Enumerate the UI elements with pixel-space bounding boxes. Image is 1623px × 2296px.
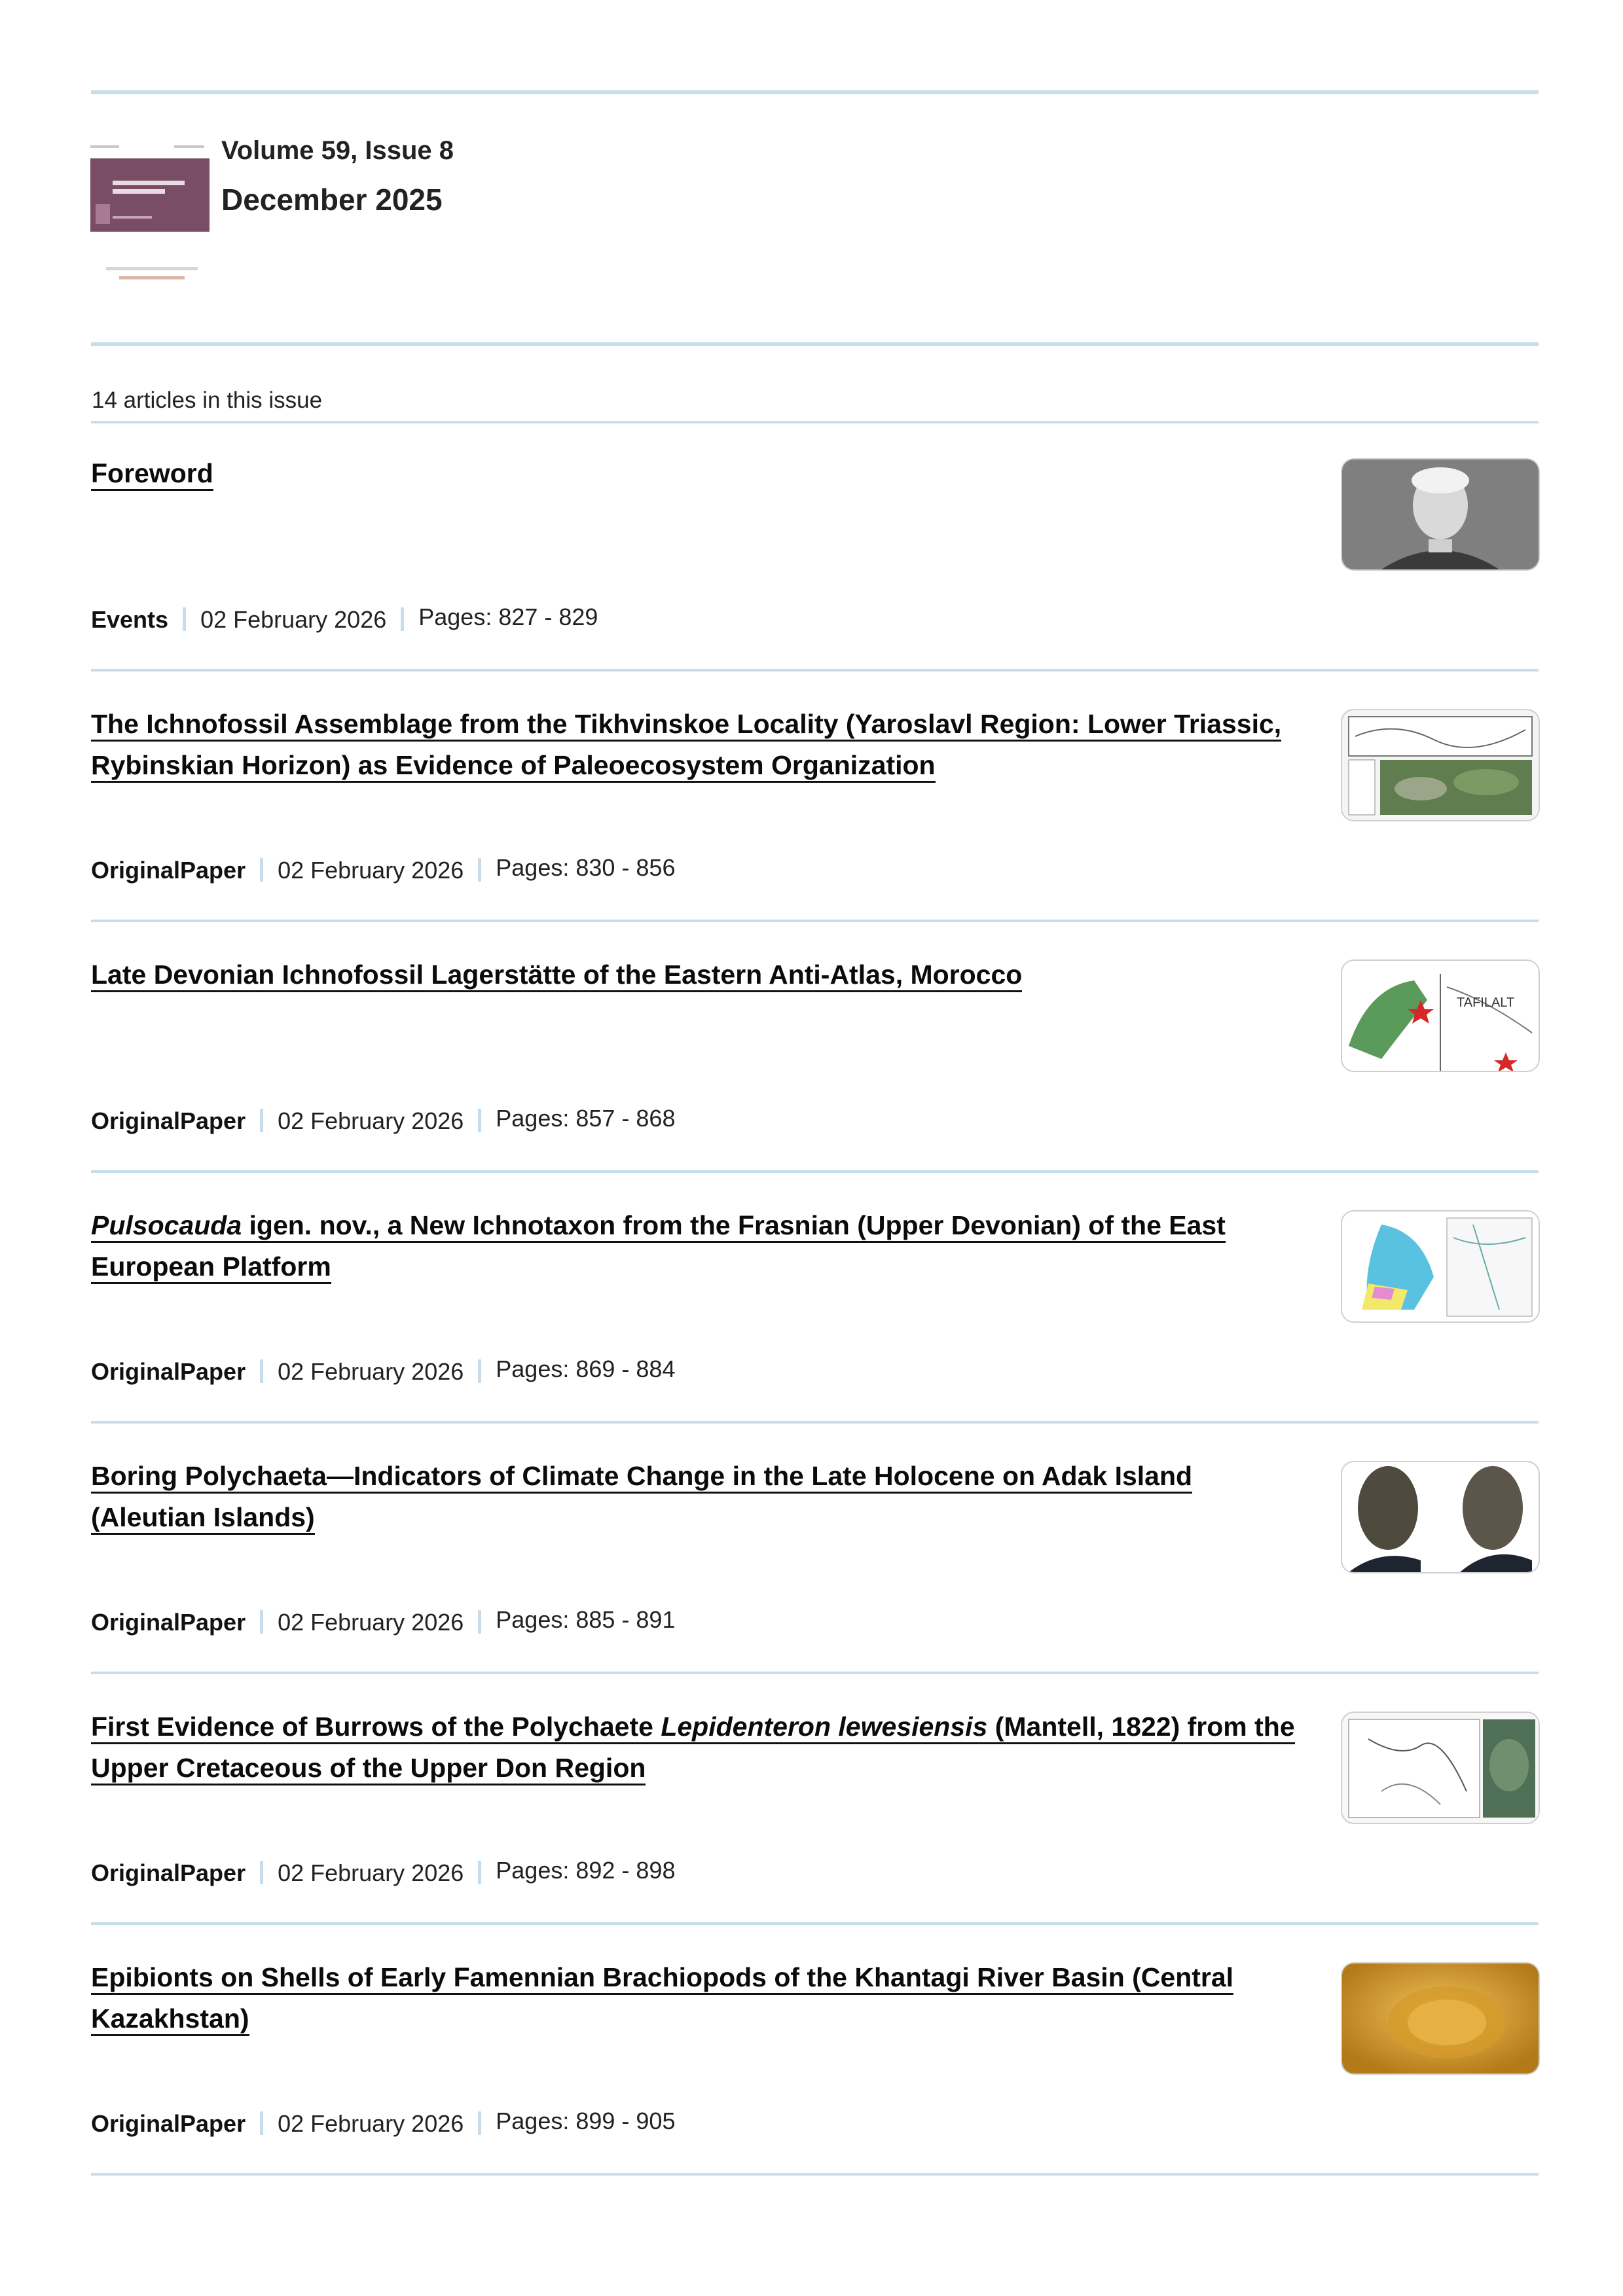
article-title-text: Boring Polychaeta—Indicators of Climate Change in the Late Holocene on Adak Island (Aleutian Islands)	[91, 1461, 1193, 1532]
article-item	[91, 1436, 1539, 1686]
article-title-text: Late Devonian Ichnofossil Lagerstätte of the Eastern Anti-Atlas, Morocco	[91, 960, 1023, 990]
meta-separator	[478, 1610, 481, 1634]
article-pages: Pages: 827 - 829	[418, 603, 598, 630]
article-title-text: Foreword	[91, 458, 213, 488]
article-pages: Pages: 869 - 884	[496, 1355, 676, 1382]
meta-separator	[260, 1359, 263, 1383]
article-count: 14 articles in this issue	[92, 387, 323, 413]
article-divider	[91, 1672, 1539, 1674]
shell-specimens-thumbnail[interactable]	[1341, 1461, 1540, 1573]
article-title-link[interactable]	[91, 1706, 1296, 1789]
article-title-text: The Ichnofossil Assemblage from the Tikhvinskoe Locality (Yaroslavl Region: Lower Triassic, Rybinskian Horizon) as Evidence of Paleoecosystem Organization	[91, 709, 1282, 780]
header-divider	[91, 342, 1539, 346]
article-item	[91, 935, 1539, 1185]
article-pages: Pages: 899 - 905	[496, 2108, 676, 2134]
portrait-thumbnail[interactable]	[1341, 458, 1540, 571]
article-type: OriginalPaper	[91, 1358, 246, 1385]
svg-text:TAFILALT: TAFILALT	[1457, 996, 1515, 1010]
article-pages: Pages: 857 - 868	[496, 1105, 676, 1132]
meta-separator	[260, 2111, 263, 2135]
article-meta	[91, 854, 676, 884]
article-meta	[91, 2110, 675, 2138]
article-divider	[91, 920, 1539, 922]
article-pages: Pages: 892 - 898	[496, 1857, 676, 1884]
article-pages: Pages: 830 - 856	[496, 854, 676, 881]
tafilalt-map-thumbnail[interactable]	[1341, 960, 1540, 1072]
article-title-text: Lepidenteron lewesiensis	[661, 1712, 988, 1742]
article-date: 02 February 2026	[278, 1358, 464, 1385]
meta-separator	[478, 2111, 481, 2135]
article-date: 02 February 2026	[200, 606, 387, 633]
article-date: 02 February 2026	[278, 1859, 464, 1886]
article-divider	[91, 1421, 1539, 1424]
article-divider	[91, 1170, 1539, 1173]
article-date: 02 February 2026	[278, 857, 464, 884]
journal-cover-image[interactable]	[90, 139, 210, 289]
article-meta	[91, 1606, 676, 1636]
meta-separator	[401, 607, 404, 631]
article-item	[91, 433, 1539, 683]
article-title-text: igen. nov., a New Ichnotaxon from the Frasnian (Upper Devonian) of the East European Platform	[91, 1210, 1226, 1282]
article-title-text: (Mantell, 1822) from the Upper Cretaceous of the Upper Don Region	[91, 1712, 1295, 1783]
meta-separator	[478, 1359, 481, 1383]
article-meta	[91, 1859, 675, 1887]
article-title-link[interactable]	[91, 954, 1296, 996]
meta-separator	[260, 858, 263, 882]
meta-separator	[183, 607, 186, 631]
article-meta	[91, 1355, 676, 1386]
meta-separator	[478, 1109, 481, 1132]
article-type: OriginalPaper	[91, 1859, 246, 1886]
article-type: OriginalPaper	[91, 1609, 246, 1636]
article-title-link[interactable]	[91, 704, 1296, 786]
article-type: Events	[91, 606, 169, 633]
article-divider	[91, 1922, 1539, 1925]
article-item	[91, 1937, 1539, 2187]
article-title-text: First Evidence of Burrows of the Polychaete	[91, 1712, 661, 1742]
article-title-link[interactable]	[91, 453, 1296, 494]
meta-separator	[478, 858, 481, 882]
article-item	[91, 684, 1539, 934]
article-type: OriginalPaper	[91, 857, 246, 884]
article-date: 02 February 2026	[278, 1107, 464, 1134]
article-date: 02 February 2026	[278, 1609, 464, 1636]
article-title-text: Epibionts on Shells of Early Famennian Brachiopods of the Khantagi River Basin (Central Kazakhstan)	[91, 1962, 1234, 2034]
meta-separator	[260, 1610, 263, 1634]
issue-volume: Volume 59, Issue 8	[221, 136, 454, 165]
platform-map-thumbnail[interactable]	[1341, 1210, 1540, 1323]
article-divider	[91, 669, 1539, 672]
meta-separator	[260, 1109, 263, 1132]
article-meta	[91, 1107, 675, 1135]
article-title-link[interactable]	[91, 1456, 1296, 1538]
article-title-link[interactable]	[91, 1957, 1296, 2039]
issue-date: December 2025	[221, 183, 443, 217]
article-title-link[interactable]	[91, 1205, 1296, 1287]
count-divider	[91, 421, 1539, 423]
meta-separator	[478, 1861, 481, 1884]
article-pages: Pages: 885 - 891	[496, 1606, 676, 1633]
article-divider	[91, 2173, 1539, 2176]
article-type: OriginalPaper	[91, 1107, 246, 1134]
top-divider	[91, 90, 1539, 94]
article-title-text: Pulsocauda	[91, 1210, 242, 1240]
article-item	[91, 1185, 1539, 1435]
map-and-outcrop-thumbnail[interactable]	[1341, 709, 1540, 821]
meta-separator	[260, 1861, 263, 1884]
article-item	[91, 1687, 1539, 1937]
brachiopod-shell-thumbnail[interactable]	[1341, 1962, 1540, 2075]
article-meta	[91, 603, 598, 634]
article-type: OriginalPaper	[91, 2110, 246, 2137]
region-map-thumbnail[interactable]	[1341, 1712, 1540, 1824]
article-date: 02 February 2026	[278, 2110, 464, 2137]
